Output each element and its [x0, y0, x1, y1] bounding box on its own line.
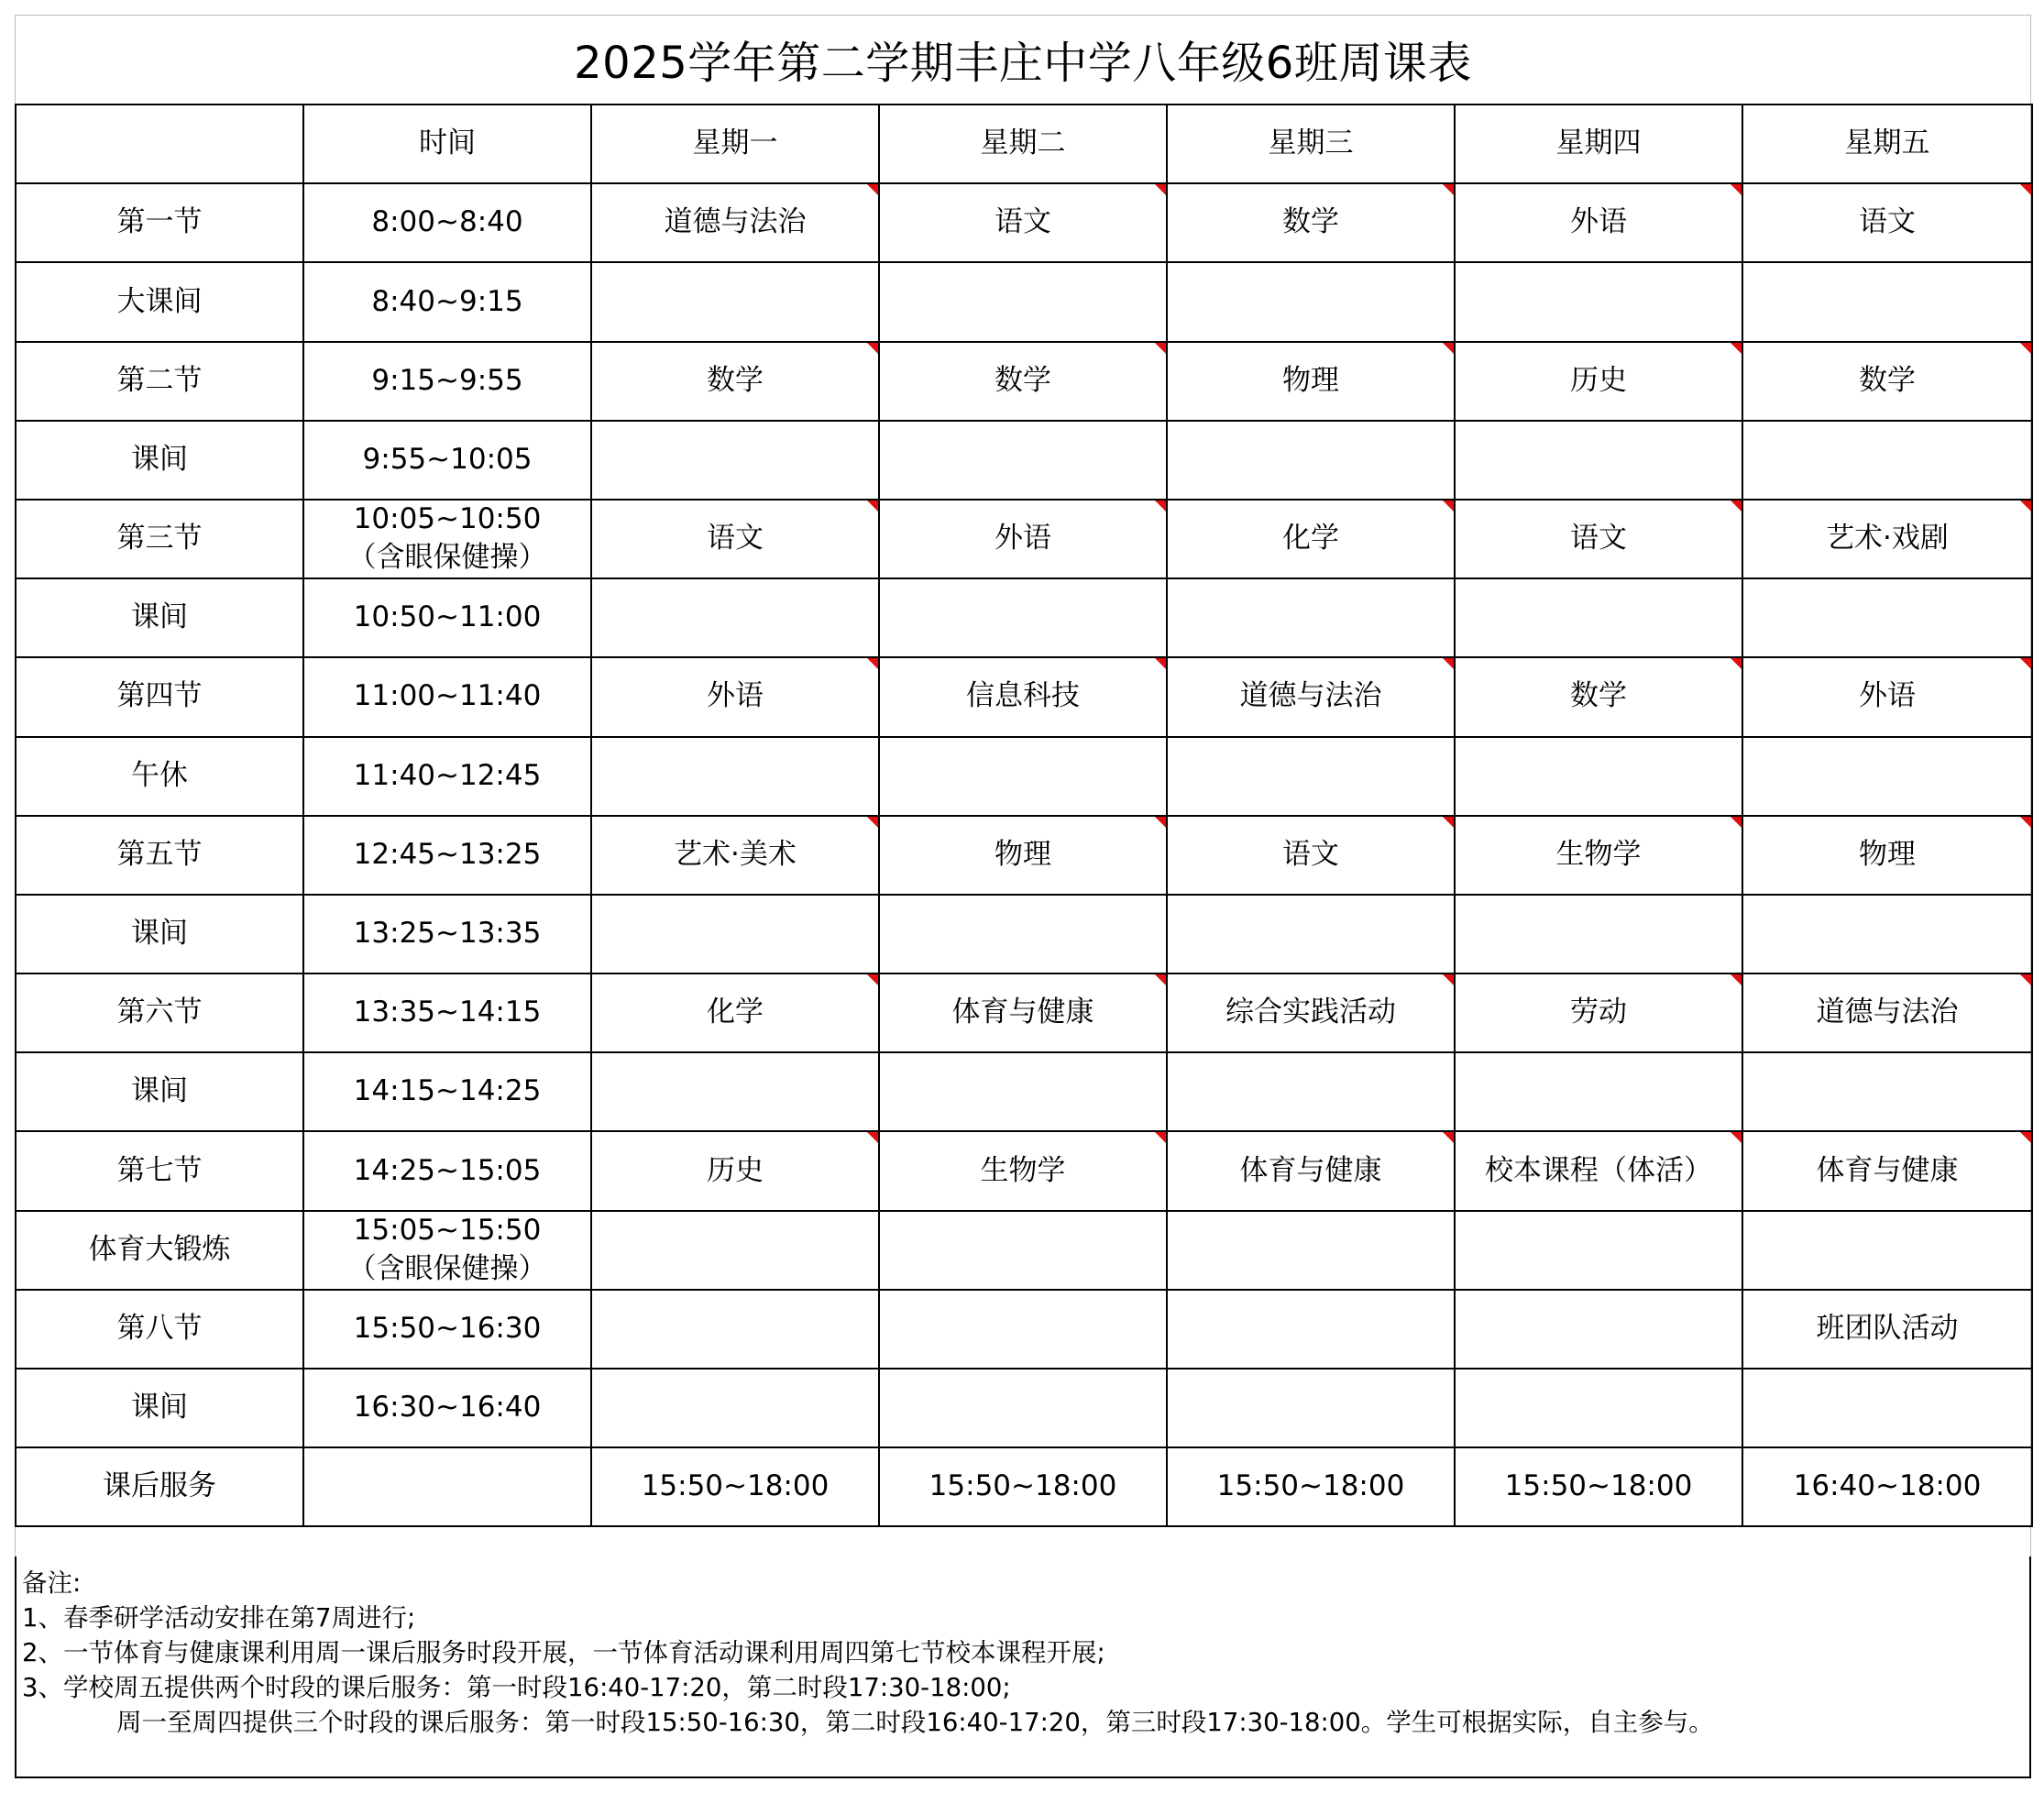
subject-cell: 15:50~18:00: [591, 1447, 879, 1526]
subject-cell: [1167, 578, 1455, 657]
subject-cell: [1167, 1369, 1455, 1447]
period-cell: 第三节: [16, 500, 303, 578]
table-row: [16, 1447, 2032, 1526]
subject-cell: 外语: [591, 657, 879, 736]
table-row: [16, 1131, 2032, 1210]
subject-cell: 外语: [879, 500, 1167, 578]
subject-cell: [879, 737, 1167, 816]
subject-cell: 艺术·戏剧: [1742, 500, 2032, 578]
time-cell: [303, 421, 591, 500]
time-cell: [303, 737, 591, 816]
subject-cell: [1455, 1369, 1742, 1447]
subject-cell: [879, 895, 1167, 974]
table-row: [16, 816, 2032, 895]
period-cell: 第二节: [16, 342, 303, 421]
subject-cell: [591, 895, 879, 974]
time-text: 10:50~11:00: [353, 600, 542, 634]
header-day: 星期三: [1167, 104, 1455, 183]
subject-cell: 语文: [1455, 500, 1742, 578]
header-day: 星期一: [591, 104, 879, 183]
subject-cell: 数学: [879, 342, 1167, 421]
period-cell: 第六节: [16, 974, 303, 1052]
subject-cell: 体育与健康: [1742, 1131, 2032, 1210]
time-text: 8:00~8:40: [371, 205, 523, 239]
subject-cell: [1742, 1211, 2032, 1290]
subject-cell: [1455, 421, 1742, 500]
table-row: [16, 342, 2032, 421]
table-row: [16, 1369, 2032, 1447]
subject-cell: [591, 421, 879, 500]
time-text: 9:15~9:55: [371, 363, 523, 397]
subject-cell: 语文: [1167, 816, 1455, 895]
subject-cell: 外语: [1455, 183, 1742, 262]
time-cell: [303, 1369, 591, 1447]
subject-cell: 班团队活动: [1742, 1290, 2032, 1369]
table-row: [16, 262, 2032, 341]
time-text: 11:00~11:40: [353, 679, 542, 713]
subject-cell: 数学: [1742, 342, 2032, 421]
table-row: [16, 421, 2032, 500]
subject-cell: [1455, 737, 1742, 816]
subject-cell: 生物学: [1455, 816, 1742, 895]
table-row: [16, 1211, 2032, 1290]
period-cell: 课间: [16, 1369, 303, 1447]
table-row: [16, 500, 2032, 578]
subject-cell: [1742, 421, 2032, 500]
subject-cell: [1455, 1290, 1742, 1369]
time-cell: [303, 1052, 591, 1131]
table-row: [16, 183, 2032, 262]
time-cell: [303, 816, 591, 895]
notes: [15, 1556, 2031, 1778]
time-cell: [303, 1131, 591, 1210]
table-row: [16, 657, 2032, 736]
time-cell: [303, 657, 591, 736]
subject-cell: 历史: [591, 1131, 879, 1210]
subject-cell: [879, 1211, 1167, 1290]
subject-cell: 信息科技: [879, 657, 1167, 736]
period-cell: 课间: [16, 1052, 303, 1131]
time-cell: [303, 895, 591, 974]
subject-cell: [1742, 1052, 2032, 1131]
subject-cell: 语文: [591, 500, 879, 578]
time-cell: [303, 500, 591, 578]
subject-cell: [1455, 262, 1742, 341]
subject-cell: 道德与法治: [1742, 974, 2032, 1052]
subject-cell: [1167, 1211, 1455, 1290]
subject-cell: 劳动: [1455, 974, 1742, 1052]
time-text: 12:45~13:25: [353, 837, 542, 871]
time-text: 15:50~16:30: [353, 1311, 542, 1345]
subject-cell: [591, 1290, 879, 1369]
subject-cell: [1167, 737, 1455, 816]
subject-cell: [591, 1369, 879, 1447]
subject-cell: 数学: [591, 342, 879, 421]
period-cell: 午休: [16, 737, 303, 816]
header-time: 时间: [303, 104, 591, 183]
table-row: [16, 895, 2032, 974]
page-title: 2025学年第二学期丰庄中学八年级6班周课表: [574, 37, 1472, 89]
subject-cell: [591, 578, 879, 657]
note-line: 周一至周四提供三个时段的课后服务：第一时段15:50-16:30，第二时段16:40-17:20，第三时段17:30-18:00。学生可根据实际，自主参与。: [116, 1708, 1714, 1737]
note-line: 1、春季研学活动安排在第7周进行;: [22, 1603, 416, 1633]
period-cell: 课间: [16, 578, 303, 657]
time-cell: [303, 1211, 591, 1290]
subject-cell: 体育与健康: [879, 974, 1167, 1052]
subject-cell: 物理: [879, 816, 1167, 895]
subject-cell: 物理: [1167, 342, 1455, 421]
period-cell: 课间: [16, 421, 303, 500]
period-cell: 第一节: [16, 183, 303, 262]
table-row: [16, 1052, 2032, 1131]
subject-cell: 15:50~18:00: [1455, 1447, 1742, 1526]
time-text: （含眼保健操）: [347, 541, 547, 575]
subject-cell: [1167, 262, 1455, 341]
subject-cell: [591, 262, 879, 341]
subject-cell: [1455, 1211, 1742, 1290]
subject-cell: 道德与法治: [1167, 657, 1455, 736]
subject-cell: 15:50~18:00: [879, 1447, 1167, 1526]
note-line: 2、一节体育与健康课利用周一课后服务时段开展，一节体育活动课利用周四第七节校本课程开展;: [22, 1638, 1105, 1667]
table-row: [16, 974, 2032, 1052]
subject-cell: 化学: [591, 974, 879, 1052]
subject-cell: 综合实践活动: [1167, 974, 1455, 1052]
subject-cell: [1742, 737, 2032, 816]
subject-cell: 语文: [1742, 183, 2032, 262]
table-row: [16, 1290, 2032, 1369]
subject-cell: [1455, 895, 1742, 974]
subject-cell: 外语: [1742, 657, 2032, 736]
subject-cell: 生物学: [879, 1131, 1167, 1210]
time-cell: [303, 183, 591, 262]
subject-cell: 15:50~18:00: [1167, 1447, 1455, 1526]
subject-cell: 16:40~18:00: [1742, 1447, 2032, 1526]
subject-cell: 校本课程（体活）: [1455, 1131, 1742, 1210]
subject-cell: 物理: [1742, 816, 2032, 895]
time-text: 16:30~16:40: [353, 1391, 542, 1424]
time-text: 14:25~15:05: [353, 1153, 542, 1187]
subject-cell: [1167, 1290, 1455, 1369]
subject-cell: [879, 421, 1167, 500]
subject-cell: [1742, 262, 2032, 341]
subject-cell: [591, 1211, 879, 1290]
header-day: 星期二: [879, 104, 1167, 183]
table-row: [16, 578, 2032, 657]
period-cell: 课间: [16, 895, 303, 974]
subject-cell: [591, 1052, 879, 1131]
corner-cell: [16, 104, 303, 183]
time-cell: [303, 262, 591, 341]
subject-cell: [1167, 895, 1455, 974]
period-cell: 第四节: [16, 657, 303, 736]
header-day: 星期五: [1742, 104, 2032, 183]
subject-cell: [879, 1052, 1167, 1131]
subject-cell: [1455, 578, 1742, 657]
header-row: [16, 104, 2032, 183]
time-text: 11:40~12:45: [353, 758, 542, 792]
time-text: 10:05~10:50: [353, 502, 542, 536]
time-text: 15:05~15:50: [353, 1213, 542, 1247]
subject-cell: 化学: [1167, 500, 1455, 578]
time-cell: [303, 974, 591, 1052]
subject-cell: [879, 1290, 1167, 1369]
time-text: 9:55~10:05: [362, 442, 533, 476]
time-cell: [303, 1447, 591, 1526]
time-text: 8:40~9:15: [371, 284, 523, 318]
subject-cell: [1167, 1052, 1455, 1131]
time-cell: [303, 342, 591, 421]
subject-cell: [1742, 1369, 2032, 1447]
subject-cell: 数学: [1455, 657, 1742, 736]
period-cell: 课后服务: [16, 1447, 303, 1526]
subject-cell: 艺术·美术: [591, 816, 879, 895]
subject-cell: [1742, 578, 2032, 657]
subject-cell: [1455, 1052, 1742, 1131]
subject-cell: [879, 578, 1167, 657]
subject-cell: [1742, 895, 2032, 974]
header-day: 星期四: [1455, 104, 1742, 183]
time-cell: [303, 578, 591, 657]
time-text: 13:35~14:15: [353, 996, 542, 1029]
notes-heading: 备注:: [22, 1568, 82, 1598]
subject-cell: 语文: [879, 183, 1167, 262]
subject-cell: 历史: [1455, 342, 1742, 421]
timetable: [15, 104, 2033, 1527]
subject-cell: [879, 1369, 1167, 1447]
subject-cell: [1167, 421, 1455, 500]
period-cell: 体育大锻炼: [16, 1211, 303, 1290]
period-cell: 第八节: [16, 1290, 303, 1369]
subject-cell: 道德与法治: [591, 183, 879, 262]
period-cell: 第七节: [16, 1131, 303, 1210]
time-cell: [303, 1290, 591, 1369]
table-row: [16, 737, 2032, 816]
period-cell: 大课间: [16, 262, 303, 341]
time-text: （含眼保健操）: [347, 1251, 547, 1285]
subject-cell: [879, 262, 1167, 341]
period-cell: 第五节: [16, 816, 303, 895]
subject-cell: 数学: [1167, 183, 1455, 262]
note-line: 3、学校周五提供两个时段的课后服务：第一时段16:40-17:20，第二时段17:30-18:00;: [22, 1673, 1011, 1702]
time-text: 14:15~14:25: [353, 1074, 542, 1108]
subject-cell: [591, 737, 879, 816]
subject-cell: 体育与健康: [1167, 1131, 1455, 1210]
time-text: 13:25~13:35: [353, 917, 542, 951]
